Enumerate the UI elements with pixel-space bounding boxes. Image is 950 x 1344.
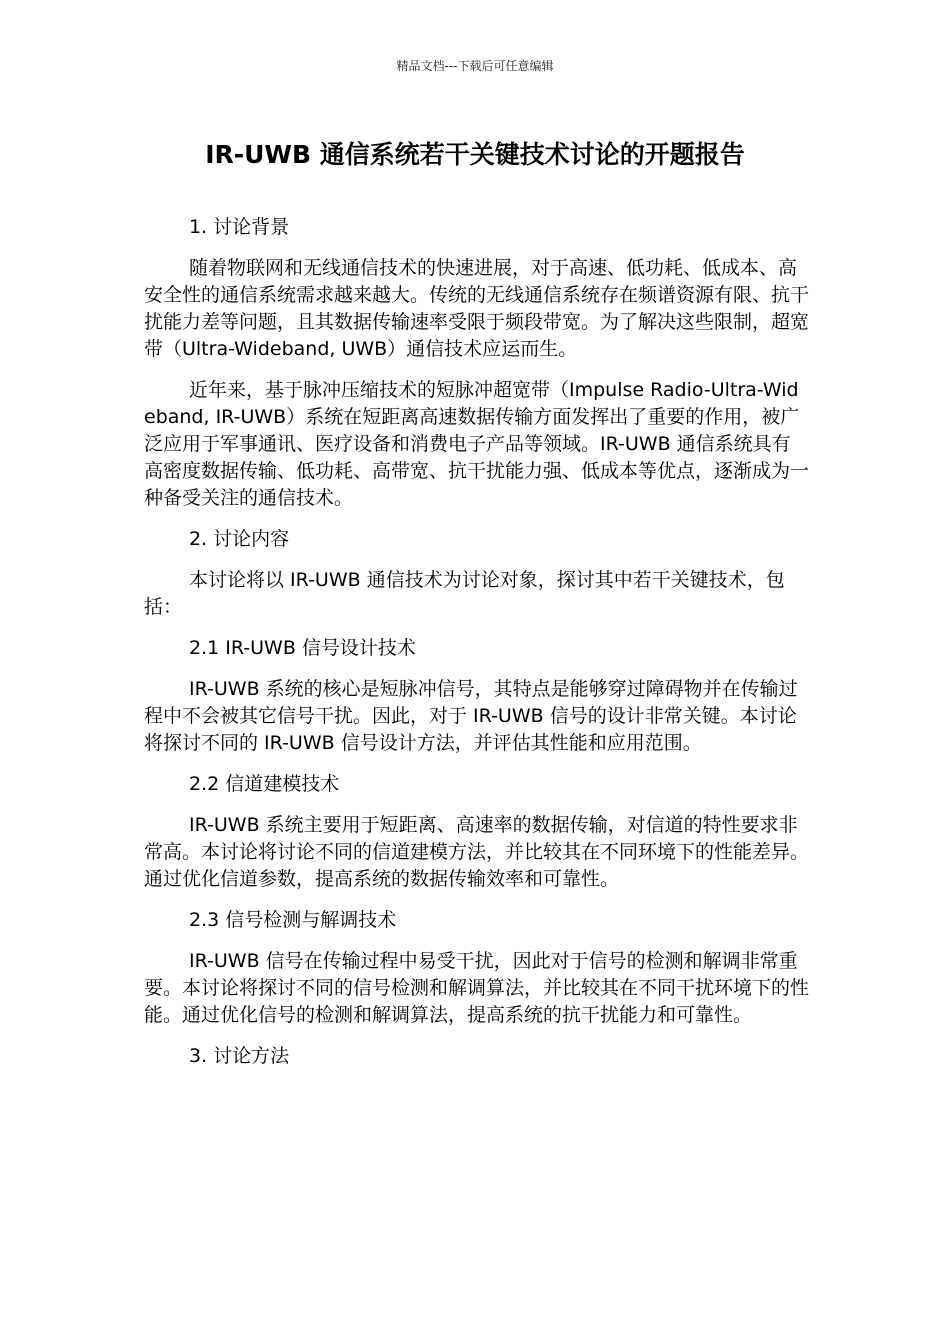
subsection-heading: 2.1 IR-UWB 信号设计技术: [189, 637, 416, 659]
subsection-heading: 2.3 信号检测与解调技术: [189, 909, 397, 931]
section-heading: 3. 讨论方法: [189, 1045, 290, 1067]
body-paragraph: 随着物联网和无线通信技术的快速进展，对于高速、低功耗、低成本、高安全性的通信系统需求越来越大。传统的无线通信系统存在频谱资源有限、抗干扰能力差等问题，且其数据传输速率受限于频段带宽。为了解决这些限制，超宽带（Ultra-Wideband, UWB）通信技术应运而生。: [144, 257, 810, 360]
section-heading: 1. 讨论背景: [189, 216, 290, 238]
body-paragraph: IR-UWB 系统的核心是短脉冲信号，其特点是能够穿过障碍物并在传输过程中不会被其它信号干扰。因此，对于 IR-UWB 信号的设计非常关键。本讨论将探讨不同的 IR-UWB 信号设计方法，并评估其性能和应用范围。: [144, 678, 798, 754]
body-paragraph: IR-UWB 系统主要用于短距离、高速率的数据传输，对信道的特性要求非常高。本讨论将讨论不同的信道建模方法，并比较其在不同环境下的性能差异。通过优化信道参数，提高系统的数据传输效率和可靠性。: [144, 814, 810, 890]
document-title: IR-UWB 通信系统若干关键技术讨论的开题报告: [205, 140, 745, 169]
section-heading: 2. 讨论内容: [189, 528, 290, 550]
page-header-watermark: 精品文档---下载后可任意编辑: [396, 59, 554, 73]
body-paragraph: 本讨论将以 IR-UWB 通信技术为讨论对象，探讨其中若干关键技术，包括：: [144, 569, 785, 618]
body-paragraph: IR-UWB 信号在传输过程中易受干扰，因此对于信号的检测和解调非常重要。本讨论将探讨不同的信号检测和解调算法，并比较其在不同干扰环境下的性能。通过优化信号的检测和解调算法，提高系统的抗干扰能力和可靠性。: [144, 950, 810, 1026]
document-body: [144, 214, 809, 1084]
body-paragraph: 近年来，基于脉冲压缩技术的短脉冲超宽带（Impulse Radio-Ultra-Wideband, IR-UWB）系统在短距离高速数据传输方面发挥出了重要的作用，被广泛应用于军事通讯、医疗设备和消费电子产品等领域。IR-UWB 通信系统具有高密度数据传输、低功耗、高带宽、抗干扰能力强、低成本等优点，逐渐成为一种备受关注的通信技术。: [144, 379, 810, 509]
subsection-heading: 2.2 信道建模技术: [189, 773, 340, 795]
